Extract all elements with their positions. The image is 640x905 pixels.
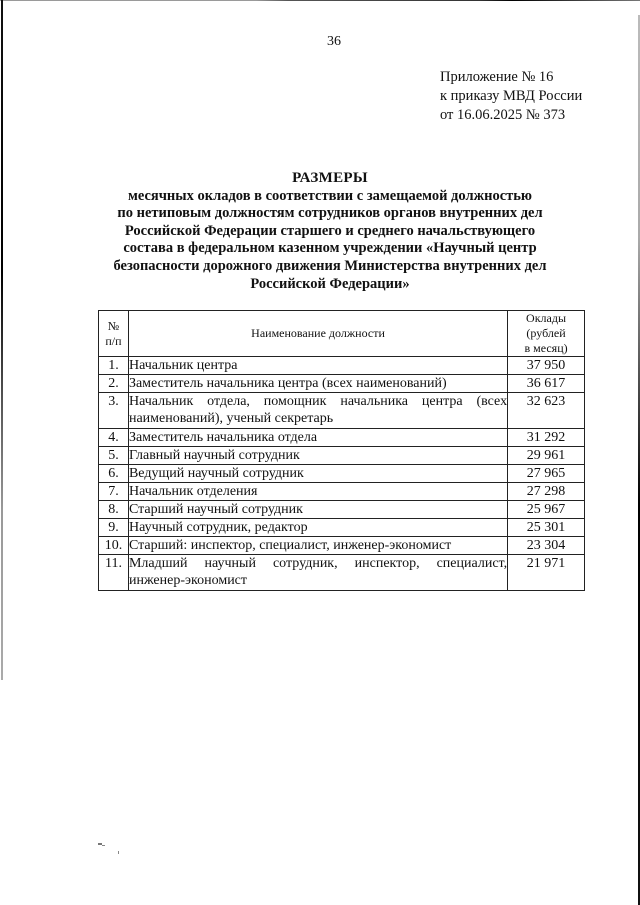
table-row [99,357,585,375]
salary-value: 25 301 [508,519,585,537]
table-row [99,483,585,501]
appendix-order: к приказу МВД России [440,88,583,104]
title-line: по нетиповым должностям сотрудников органов внутренних дел [117,205,543,222]
title-line: безопасности дорожного движения Министерства внутренних дел [113,257,547,274]
salary-table [98,310,585,591]
row-number: 8. [99,501,129,519]
title-line: месячных окладов в соответствии с замещаемой должностью [127,187,533,204]
scan-edge-left [1,0,3,680]
row-number: 6. [99,465,129,483]
position-name: Младший научный сотрудник, инспектор, специалист, инженер-экономист [128,555,507,591]
table-row [99,429,585,447]
salary-value: 27 965 [508,465,585,483]
appendix-date: от 16.06.2025 № 373 [440,107,566,123]
position-name: Заместитель начальника отдела [128,429,507,447]
salary-value: 36 617 [508,375,585,393]
position-name: Ведущий научный сотрудник [128,465,507,483]
position-name: Научный сотрудник, редактор [128,519,507,537]
table-row [99,447,585,465]
position-name: Начальник отделения [128,483,507,501]
table-row [99,555,585,591]
salary-value: 21 971 [508,555,585,591]
table-row [99,519,585,537]
document-title [60,170,600,293]
row-number: 3. [99,393,129,429]
position-name: Начальник отдела, помощник начальника центра (всех наименований), ученый секретарь [128,393,507,429]
title-line: Российской Федерации старшего и среднего начальствующего [124,222,536,239]
appendix-reference [440,68,582,125]
table-row [99,537,585,555]
header-position-name: Наименование должности [128,311,507,357]
row-number: 11. [99,555,129,591]
header-salary: Оклады (рублей в месяц) [508,311,585,357]
position-name: Старший: инспектор, специалист, инженер-экономист [128,537,507,555]
position-name: Заместитель начальника центра (всех наименований) [128,375,507,393]
salary-value: 29 961 [508,447,585,465]
row-number: 2. [99,375,129,393]
salary-value: 32 623 [508,393,585,429]
scan-artifact [102,845,105,846]
salary-value: 25 967 [508,501,585,519]
salary-value: 31 292 [508,429,585,447]
salary-value: 27 298 [508,483,585,501]
position-name: Начальник центра [128,357,507,375]
scan-edge-top [0,0,640,1]
row-number: 7. [99,483,129,501]
row-number: 1. [99,357,129,375]
table-row [99,393,585,429]
row-number: 4. [99,429,129,447]
title-main: РАЗМЕРЫ [292,170,368,186]
header-number: № п/п [99,311,129,357]
row-number: 9. [99,519,129,537]
scan-artifact [118,851,119,854]
position-name: Главный научный сотрудник [128,447,507,465]
position-name: Старший научный сотрудник [128,501,507,519]
salary-value: 23 304 [508,537,585,555]
page-number: 36 [327,34,341,49]
appendix-number: Приложение № 16 [440,69,554,85]
salary-value: 37 950 [508,357,585,375]
table-row [99,501,585,519]
row-number: 10. [99,537,129,555]
table-row [99,375,585,393]
table-header-row [99,311,585,357]
row-number: 5. [99,447,129,465]
title-line: Российской Федерации» [250,275,410,292]
title-line: состава в федеральном казенном учреждении «Научный центр [123,240,537,257]
table-row [99,465,585,483]
